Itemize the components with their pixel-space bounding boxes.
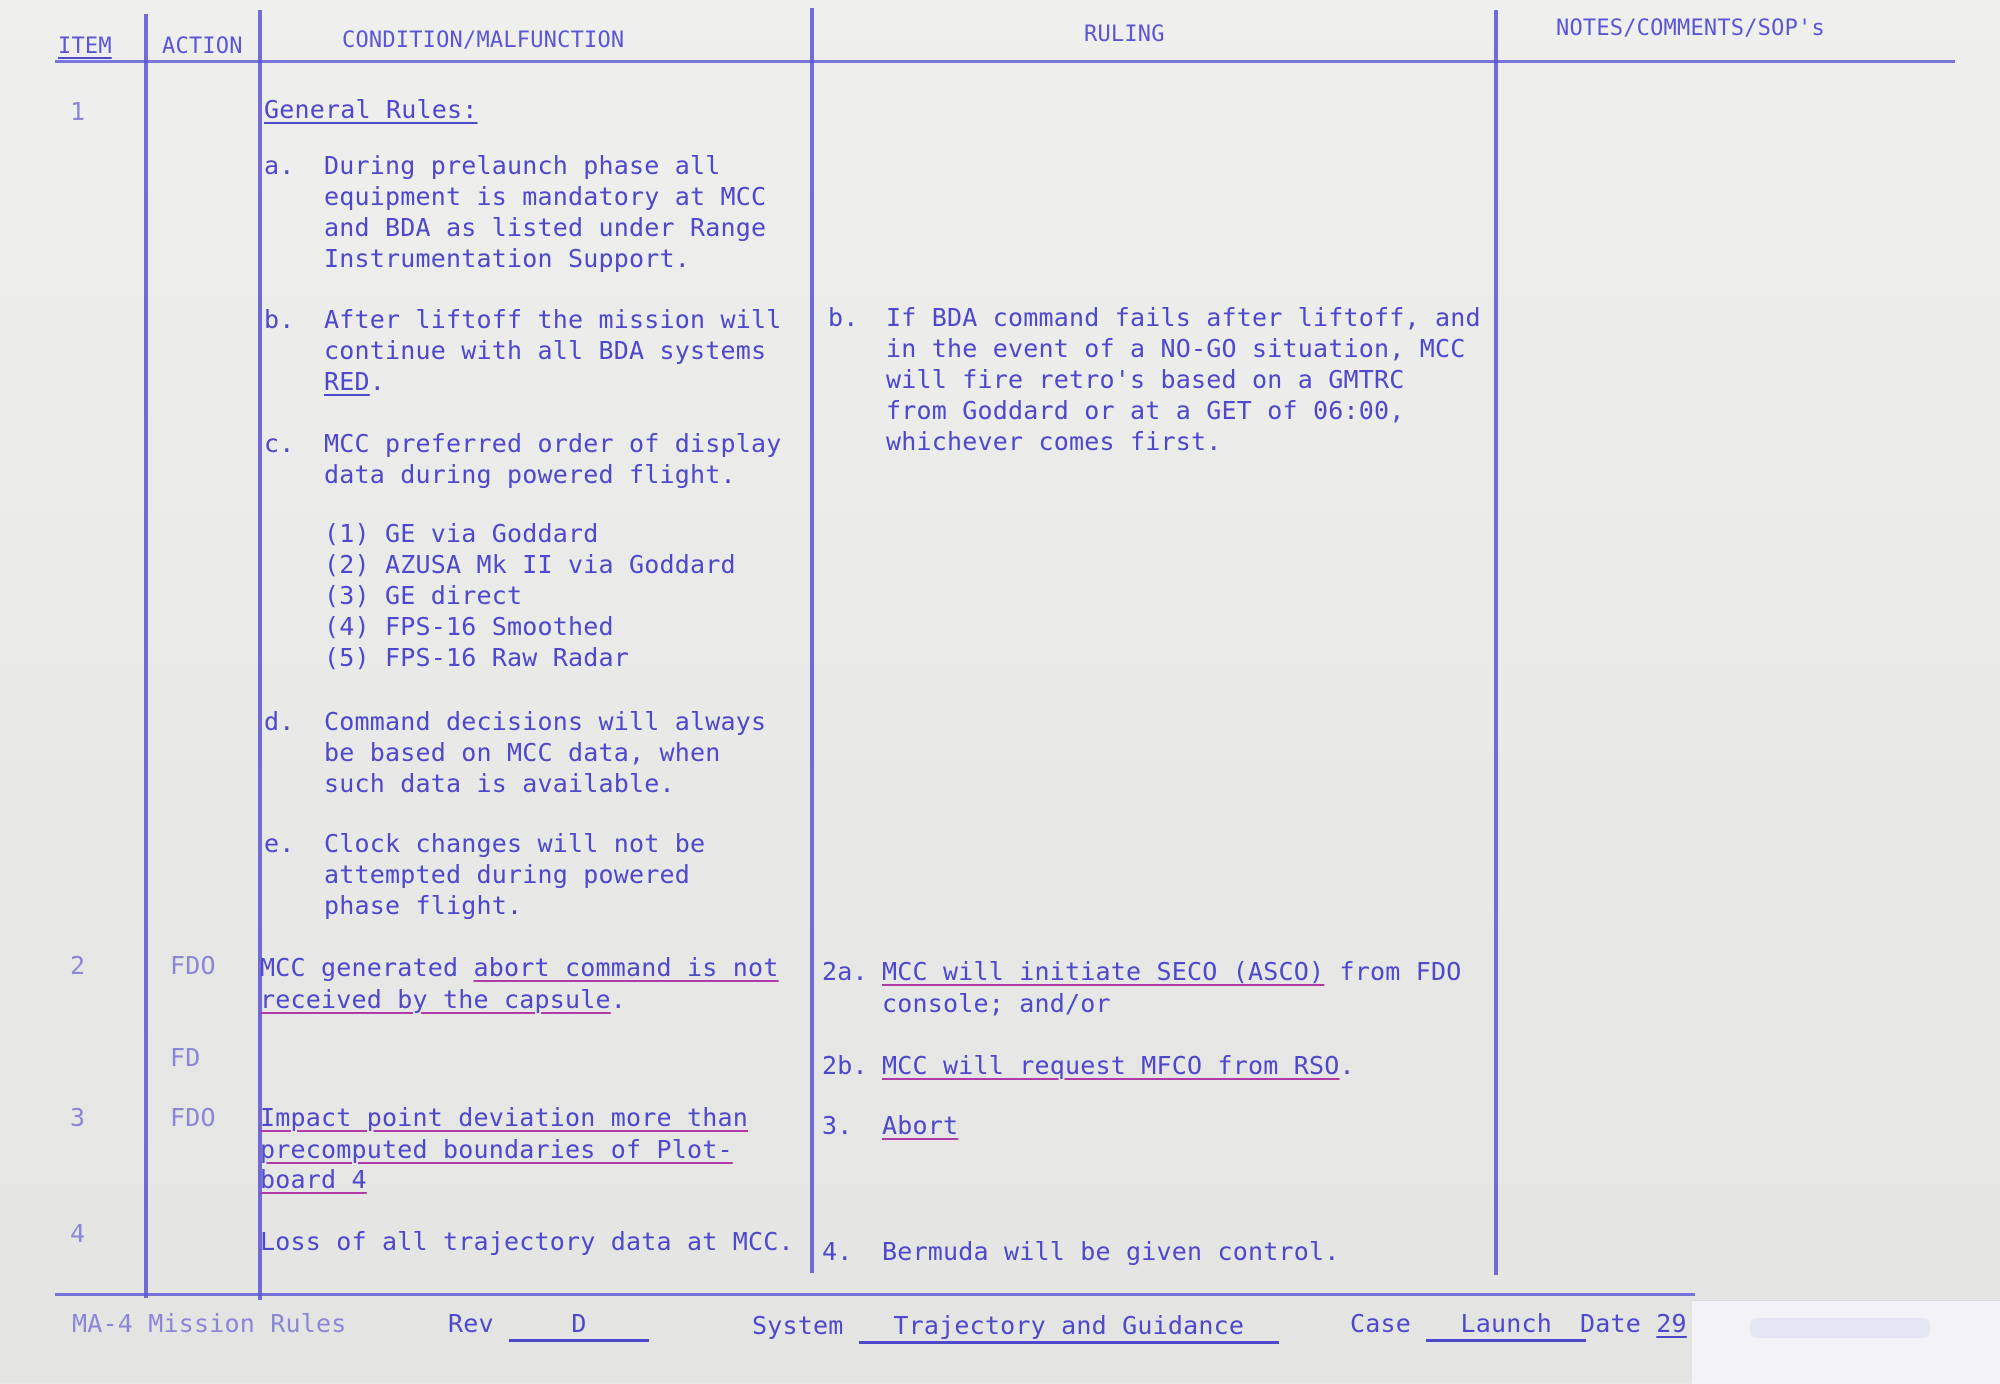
ruling-number: 2a. bbox=[822, 957, 868, 986]
header-notes: NOTES/COMMENTS/SOP's bbox=[1556, 16, 1825, 41]
date-value: 29 bbox=[1656, 1309, 1687, 1338]
condition-text-continuation: precomputed boundaries of Plot- bbox=[260, 1135, 733, 1164]
system-field: System Trajectory and Guidance bbox=[752, 1310, 1279, 1344]
column-rule-condition bbox=[810, 8, 814, 1273]
item-number: 2 bbox=[70, 951, 86, 980]
condition-text: MCC generated abort command is not bbox=[260, 953, 779, 982]
display-order-list: (1) GE via Goddard (2) AZUSA Mk II via Goddard (3) GE direct (4) FPS-16 Smoothed (5) FPS-16 Raw Radar bbox=[324, 519, 736, 672]
ruling-text: MCC will initiate SECO (ASCO) from FDO bbox=[882, 957, 1462, 986]
header-ruling: RULING bbox=[1084, 22, 1165, 47]
rule-text: Clock changes will not be attempted during powered phase flight. bbox=[324, 829, 706, 920]
header-rule bbox=[55, 60, 1955, 63]
ruling-text: Bermuda will be given control. bbox=[882, 1237, 1340, 1266]
tape-patch bbox=[1692, 1300, 2000, 1384]
condition-text: Impact point deviation more than bbox=[260, 1103, 749, 1132]
ruling-text: MCC will request MFCO from RSO. bbox=[882, 1051, 1355, 1080]
ruling-text: If BDA command fails after liftoff, and in the event of a NO-GO situation, MCC will fire retro's based on a GMTRC from Goddard or at a GET of 06:00, whichever comes first. bbox=[886, 303, 1481, 456]
revision-value: D bbox=[509, 1308, 649, 1342]
action-code: FDO bbox=[170, 951, 216, 980]
rule-text-continuation: RED. bbox=[324, 367, 386, 396]
footer-rule bbox=[55, 1293, 1695, 1296]
tape-smudge bbox=[1750, 1318, 1930, 1338]
rule-text: During prelaunch phase all equipment is mandatory at MCC and BDA as listed under Range Instrumentation Support. bbox=[324, 151, 767, 273]
rule-letter: e. bbox=[264, 829, 295, 858]
case-field: Case Launch bbox=[1350, 1308, 1586, 1342]
action-code: FDO bbox=[170, 1103, 216, 1132]
rule-letter: a. bbox=[264, 151, 295, 180]
rule-text: After liftoff the mission will continue with all BDA systems bbox=[324, 305, 782, 365]
revision-field: Rev D bbox=[448, 1308, 649, 1342]
header-action: ACTION bbox=[162, 34, 243, 59]
condition-text-continuation: board 4 bbox=[260, 1165, 367, 1194]
header-condition: CONDITION/MALFUNCTION bbox=[342, 28, 625, 53]
document-id: MA-4 Mission Rules bbox=[72, 1309, 347, 1338]
ruling-number: 2b. bbox=[822, 1051, 868, 1080]
column-rule-ruling bbox=[1494, 10, 1498, 1275]
rule-letter: c. bbox=[264, 429, 295, 458]
section-title: General Rules: bbox=[264, 95, 478, 124]
rule-text: MCC preferred order of display data during powered flight. bbox=[324, 429, 782, 489]
ruling-text-continuation: console; and/or bbox=[882, 989, 1111, 1018]
condition-text: Loss of all trajectory data at MCC. bbox=[260, 1227, 794, 1256]
date-field: Date 29 bbox=[1580, 1309, 1687, 1338]
item-number: 1 bbox=[70, 97, 86, 126]
ruling-text: Abort bbox=[882, 1111, 959, 1140]
case-value: Launch bbox=[1426, 1308, 1586, 1342]
column-rule-item bbox=[144, 14, 148, 1298]
rule-text: Command decisions will always be based on MCC data, when such data is available. bbox=[324, 707, 767, 798]
item-number: 3 bbox=[70, 1103, 86, 1132]
condition-text-continuation: received by the capsule. bbox=[260, 985, 627, 1014]
rule-letter: d. bbox=[264, 707, 295, 736]
action-code: FD bbox=[170, 1043, 201, 1072]
ruling-letter: b. bbox=[828, 303, 859, 332]
ruling-number: 3. bbox=[822, 1111, 853, 1140]
ruling-number: 4. bbox=[822, 1237, 853, 1266]
red-status-text: RED bbox=[324, 367, 370, 396]
system-value: Trajectory and Guidance bbox=[859, 1310, 1279, 1344]
header-item: ITEM bbox=[58, 34, 112, 59]
rule-letter: b. bbox=[264, 305, 295, 334]
item-number: 4 bbox=[70, 1219, 86, 1248]
